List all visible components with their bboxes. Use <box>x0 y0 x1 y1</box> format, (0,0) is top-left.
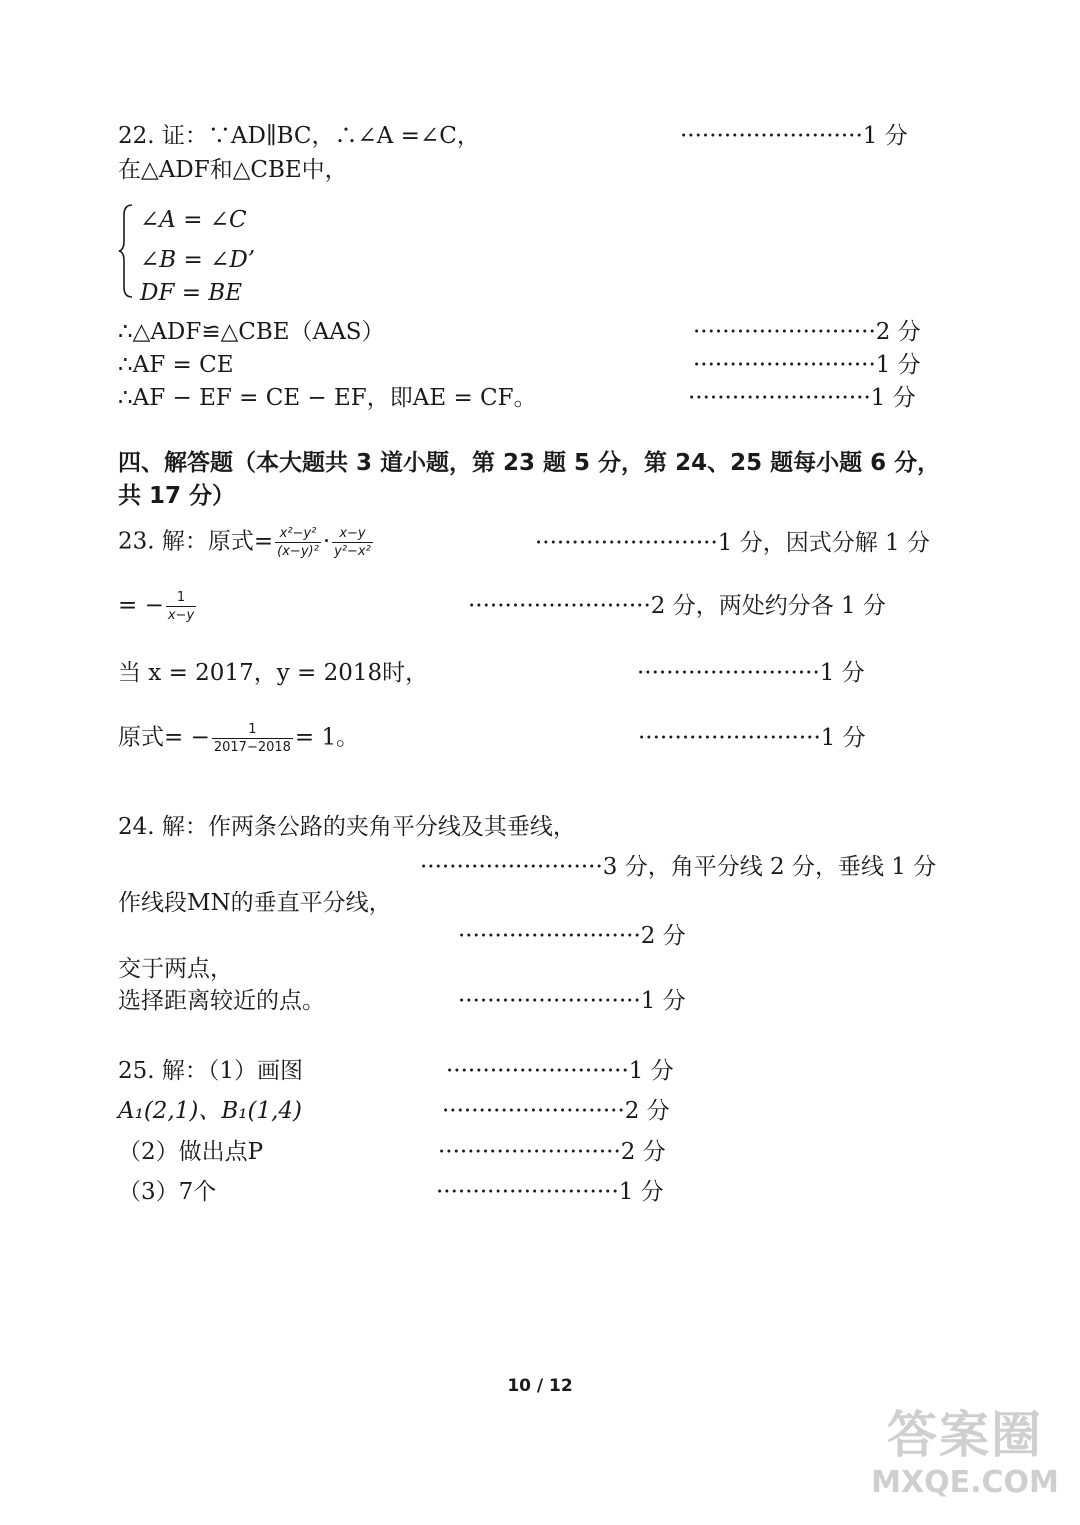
q23-fraction3-denominator: x−y <box>167 608 195 623</box>
q22-system-eq1: ∠A = ∠C <box>140 207 247 233</box>
q22-conclusion3: ∴AF − EF = CE − EF，即AE = CF。 <box>118 385 537 411</box>
q23-prefix: 23. 解：原式= <box>118 528 274 555</box>
q23-line3: 当 x = 2017，y = 2018时， <box>118 660 429 686</box>
q23-line4-suffix: = 1。 <box>294 724 360 751</box>
q23-fraction2 <box>332 526 373 559</box>
q23-fraction1 <box>275 526 321 559</box>
q25-line2: A₁(2,1)、B₁(1,4) <box>118 1098 302 1124</box>
q23-fraction3 <box>166 590 196 623</box>
q25-line4: （3）7个 <box>118 1179 217 1205</box>
q24-line4: 选择距离较近的点。 <box>118 988 325 1014</box>
q23-line2-points: ·························2 分，两处约分各 1 分 <box>468 593 886 619</box>
q22-line2: 在△ADF和△CBE中， <box>118 157 348 183</box>
q23-fraction2-denominator: y²−x² <box>334 544 371 559</box>
q22-conclusion3-points: ·························1 分 <box>688 385 916 411</box>
q23-fraction4-denominator: 2017−2018 <box>213 740 291 755</box>
page-number: 10 / 12 <box>507 1376 573 1396</box>
q24-line2: 作线段MN的垂直平分线， <box>118 890 392 916</box>
q24-line3: 交于两点， <box>118 956 233 982</box>
q22-line1: 22. 证：∵AD∥BC，∴∠A =∠C， <box>118 123 480 149</box>
q23-multiply-dot: · <box>322 528 331 555</box>
q23-line3-points: ·························1 分 <box>637 660 865 686</box>
q25-line3-points: ·························2 分 <box>438 1139 666 1165</box>
q22-conclusion1: ∴△ADF≌△CBE（AAS） <box>118 319 385 345</box>
q25-line4-points: ·························1 分 <box>436 1179 664 1205</box>
q23-line2-prefix: = − <box>118 592 164 619</box>
q23-fraction4-numerator: 1 <box>212 722 293 739</box>
watermark-main-text: 答案圈 <box>887 1406 1043 1464</box>
q25-line1-points: ·························1 分 <box>446 1058 674 1084</box>
q25-line3: （2）做出点P <box>118 1139 264 1165</box>
q23-fraction4 <box>212 722 293 755</box>
left-brace-icon <box>118 203 136 299</box>
q24-line1: 24. 解：作两条公路的夹角平分线及其垂线， <box>118 814 576 840</box>
q23-line4-prefix: 原式= − <box>118 724 210 751</box>
q22-line1-points: ·························1 分 <box>680 123 908 149</box>
q24-line2-points: ·························2 分 <box>458 923 686 949</box>
q23-line4 <box>118 722 359 755</box>
q25-line2-points: ·························2 分 <box>442 1098 670 1124</box>
q22-conclusion2: ∴AF = CE <box>118 352 234 378</box>
section-heading-line1: 四、解答题（本大题共 3 道小题，第 23 题 5 分，第 24、25 题每小题 6 分， <box>118 450 941 476</box>
q23-line4-points: ·························1 分 <box>638 725 866 751</box>
q23-line2 <box>118 590 198 623</box>
q23-fraction1-numerator: x²−y² <box>275 526 321 543</box>
q22-conclusion1-points: ·························2 分 <box>693 319 921 345</box>
q23-fraction2-numerator: x−y <box>332 526 373 543</box>
q23-line1 <box>118 526 375 559</box>
q24-line4-points: ·························1 分 <box>458 988 686 1014</box>
q23-fraction1-denominator: (x−y)² <box>277 544 319 559</box>
q22-system-eq2: ∠B = ∠D’ <box>140 247 256 273</box>
q22-conclusion2-points: ·························1 分 <box>693 352 921 378</box>
q22-system-eq3: DF = BE <box>140 280 242 306</box>
watermark-url-text: MXQE.COM <box>871 1465 1059 1500</box>
q23-line1-points: ·························1 分，因式分解 1 分 <box>535 530 930 556</box>
q23-fraction3-numerator: 1 <box>166 590 196 607</box>
section-heading-line2: 共 17 分） <box>118 483 236 509</box>
q25-line1: 25. 解：（1）画图 <box>118 1058 304 1084</box>
q24-line1-points: ·························3 分，角平分线 2 分，垂线 1 分 <box>420 854 937 880</box>
watermark-logo <box>870 1407 1060 1517</box>
